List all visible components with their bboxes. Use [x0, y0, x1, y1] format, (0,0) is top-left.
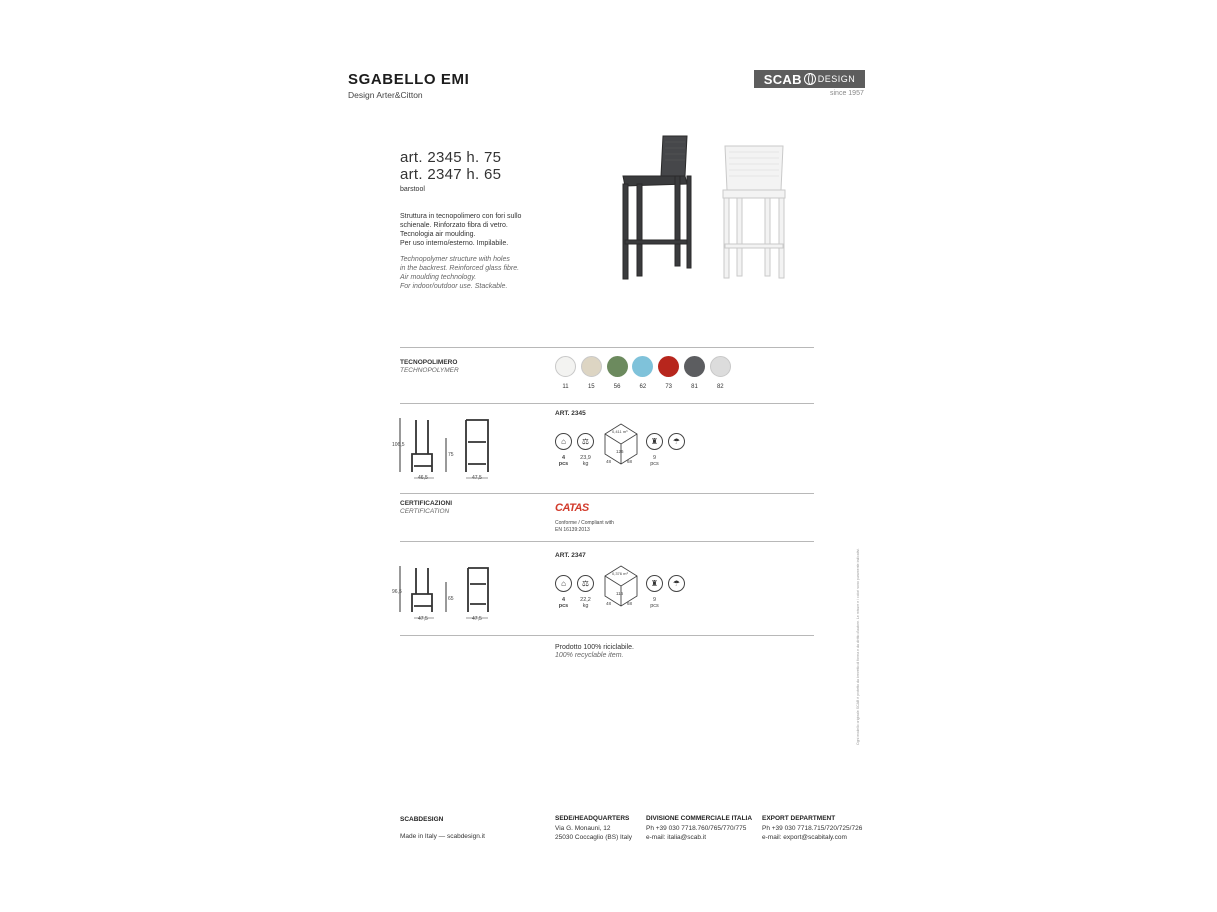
art-2347-heading: art. 2347 h. 65 — [400, 166, 502, 183]
desc-en-line: Air moulding technology. — [400, 274, 477, 281]
color-swatch-82[interactable] — [710, 356, 731, 377]
desc-it-line: Per uso interno/esterno. Impilabile. — [400, 240, 509, 247]
color-code-label: 82 — [716, 384, 724, 390]
product-type: barstool — [400, 186, 425, 193]
recyclable-italian: Prodotto 100% riciclabile. — [555, 644, 634, 651]
export-email-link[interactable]: e-mail: export@scabitaly.com — [762, 834, 847, 841]
footer-italy-contacts — [646, 824, 746, 842]
stack-count: 9 — [652, 455, 657, 461]
box-width: 68 — [627, 459, 633, 464]
product-title: SGABELLO EMI — [348, 71, 470, 88]
italy-email-link[interactable]: e-mail: italia@scab.it — [646, 834, 707, 841]
art-2345-label: ART. 2345 — [555, 410, 586, 417]
logo-design-text: DESIGN — [817, 74, 856, 84]
stack-count: 9 — [652, 597, 657, 603]
box-volume: 0,376 m³ — [612, 571, 628, 576]
footer-company: SCABDESIGN — [400, 816, 444, 823]
hq-address-line: Via G. Monauni, 12 — [555, 825, 611, 832]
globe-icon — [804, 73, 816, 85]
desc-it-line: schienale. Rinforzato fibra di vetro. — [400, 222, 508, 229]
legal-side-note: Ogni modello originale SCAB è protetto da brevetto di forma e da diritto d'autore. Le misure e i colori sono puramente indicativi. — [856, 548, 860, 745]
box-width: 68 — [627, 601, 633, 606]
color-code-label: 62 — [639, 384, 647, 390]
pcs-count: 4 — [561, 455, 566, 461]
material-label: TECNOPOLIMERO — [400, 359, 458, 366]
desc-it-line: Tecnologia air moulding. — [400, 231, 476, 238]
box-height: 116 — [616, 591, 624, 596]
footer-italy-division-title: DIVISIONE COMMERCIALE ITALIA — [646, 815, 753, 822]
box-depth: 48 — [606, 601, 612, 606]
logo-scab-text: SCAB — [763, 71, 802, 87]
color-swatch-81[interactable] — [684, 356, 705, 377]
art-2345-dimension-drawing — [392, 414, 502, 484]
dim-seat-height: 65 — [448, 596, 454, 602]
dim-width: 47,5 — [472, 475, 482, 481]
certification-label: CERTIFICAZIONI — [400, 500, 452, 507]
divider — [400, 541, 814, 542]
anthracite-stool-image — [623, 136, 691, 279]
box-volume: 0,411 m³ — [612, 429, 628, 434]
art-2345-heading: art. 2345 h. 75 — [400, 149, 502, 166]
weight-unit: kg — [582, 461, 589, 467]
hq-address-line: 25030 Coccaglio (BS) Italy — [555, 834, 632, 841]
footer-made-in-italy[interactable]: Made in Italy — scabdesign.it — [400, 833, 485, 840]
package-box-icon — [602, 422, 640, 468]
outdoor-use-icon: ☂ — [668, 575, 685, 592]
weight-value: 22,2 — [580, 597, 591, 603]
package-box-icon — [602, 564, 640, 610]
chair-pack-icon: ⌂ — [555, 575, 572, 592]
desc-en-line: in the backrest. Reinforced glass fibre. — [400, 265, 520, 272]
box-depth: 48 — [606, 459, 612, 464]
box-height: 126 — [616, 449, 624, 454]
color-code-label: 81 — [691, 384, 698, 390]
logo-since: since 1957 — [830, 90, 864, 97]
desc-en-line: Technopolymer structure with holes — [400, 256, 510, 263]
catas-logo: CATAS — [555, 502, 589, 514]
dim-depth: 47,5 — [418, 616, 428, 622]
stackable-icon: ♜ — [646, 575, 663, 592]
dim-seat-height: 75 — [448, 452, 454, 458]
recyclable-english: 100% recyclable item. — [555, 652, 624, 659]
certification-label-en: CERTIFICATION — [400, 508, 450, 515]
stack-unit: pcs — [650, 461, 659, 467]
color-code-label: 15 — [587, 384, 595, 390]
divider — [400, 493, 814, 494]
footer-export-title: EXPORT DEPARTMENT — [762, 815, 836, 822]
color-code-label: 56 — [613, 384, 621, 390]
color-swatch-56[interactable] — [607, 356, 628, 377]
italy-phone: Ph +39 030 7718.760/765/770/775 — [646, 825, 747, 832]
color-swatch-73[interactable] — [658, 356, 679, 377]
weight-icon: ⚖ — [577, 433, 594, 450]
dim-width: 47,5 — [472, 616, 482, 622]
divider — [400, 347, 814, 348]
description-italian — [400, 212, 521, 248]
chair-pack-icon: ⌂ — [555, 433, 572, 450]
color-swatch-62[interactable] — [632, 356, 653, 377]
desc-en-line: For indoor/outdoor use. Stackable. — [400, 283, 508, 290]
color-swatch-11[interactable] — [555, 356, 576, 377]
stack-unit: pcs — [650, 603, 659, 609]
pcs-unit: pcs — [558, 461, 569, 467]
pcs-count: 4 — [561, 597, 566, 603]
certification-text — [555, 520, 614, 533]
color-swatch-15[interactable] — [581, 356, 602, 377]
weight-icon: ⚖ — [577, 575, 594, 592]
color-code-label: 11 — [562, 384, 569, 390]
description-english — [400, 255, 519, 291]
pcs-unit: pcs — [558, 603, 569, 609]
white-stool-image — [723, 146, 785, 278]
art-2347-label: ART. 2347 — [555, 552, 586, 559]
dim-total-height: 106,5 — [392, 442, 405, 448]
art-2347-dimension-drawing — [392, 560, 502, 626]
desc-it-line: Struttura in tecnopolimero con fori sullo — [400, 213, 522, 220]
scab-design-logo[interactable] — [754, 70, 865, 88]
divider — [400, 403, 814, 404]
cert-line-1: Conforme / Compliant with — [555, 520, 614, 526]
cert-line-2: EN 16139:2013 — [555, 526, 590, 533]
outdoor-use-icon: ☂ — [668, 433, 685, 450]
dim-depth: 46,5 — [418, 475, 428, 481]
material-label-en: TECHNOPOLYMER — [400, 367, 459, 374]
color-code-label: 73 — [665, 384, 673, 390]
footer-hq-title: SEDE/HEADQUARTERS — [555, 815, 630, 822]
divider — [400, 635, 814, 636]
dim-total-height: 96,5 — [392, 589, 402, 595]
stackable-icon: ♜ — [646, 433, 663, 450]
stools-photo — [615, 132, 795, 282]
export-phone: Ph +39 030 7718.715/720/725/726 — [762, 825, 863, 832]
footer-hq-address — [555, 824, 632, 842]
footer-export-contacts — [762, 824, 862, 842]
designer-credit: Design Arter&Citton — [348, 90, 423, 100]
weight-value: 23,9 — [580, 455, 591, 461]
weight-unit: kg — [582, 603, 589, 609]
